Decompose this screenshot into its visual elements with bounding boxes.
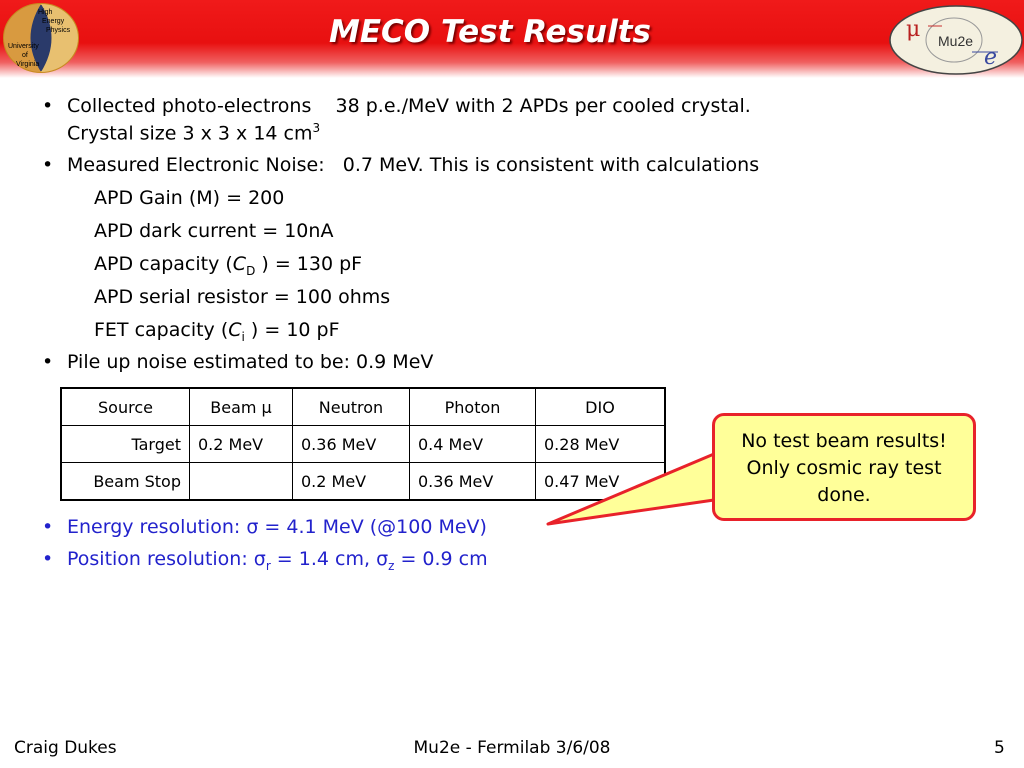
svg-text:Virginia: Virginia [16,61,40,68]
table-cell: Beam Stop [61,463,190,501]
photo-electrons-line [67,95,751,117]
table-cell [190,463,293,501]
callout-pointer [540,440,740,530]
table-header-cell: Photon [410,388,536,426]
svg-text:Energy: Energy [42,18,65,25]
noise-label: Measured Electronic Noise: [67,154,325,176]
table-cell: 0.4 MeV [410,426,536,463]
apd-capacity: APD capacity ($C_D$ ) = 130 pF [94,253,363,278]
photo-electrons-label: Collected photo-electrons [67,95,312,117]
pileup-line: Pile up noise estimated to be: 0.9 MeV [67,351,434,373]
crystal-size-sup: 3 [312,121,321,135]
svg-text:μ: μ [906,17,921,42]
apd-gain: APD Gain (M) = 200 [94,187,285,209]
table-cell: 0.2 MeV [190,426,293,463]
bullet-dot: • [42,548,54,570]
footer-event: Mu2e - Fermilab 3/6/08 [413,738,611,758]
table-header-cell: Neutron [293,388,410,426]
noise-line [67,154,759,176]
bullet-dot: • [42,95,54,117]
crystal-size-text: Crystal size 3 x 3 x 14 cm [67,122,313,145]
table-header-cell: Beam μ [190,388,293,426]
table-header-cell: DIO [536,388,666,426]
svg-text:University: University [8,43,39,50]
page-number: 5 [994,738,1005,758]
apd-serial-resistor: APD serial resistor = 100 ohms [94,286,391,308]
svg-text:Physics: Physics [46,27,71,34]
crystal-size-line [67,121,320,144]
svg-text:Mu2e: Mu2e [938,33,974,49]
fet-capacity: FET capacity ($C_i$ ) = 10 pF [94,319,340,344]
noise-value: 0.7 MeV. This is consistent with calculations [342,154,760,176]
table-cell: Target [61,426,190,463]
table-header-cell: Source [61,388,190,426]
apd-dark-current: APD dark current = 10nA [94,220,334,242]
svg-text:High: High [38,9,53,16]
position-resolution: Position resolution: $\sigma_r = 1.4$ cm, $\sigma_z = 0.9$ cm [67,548,488,573]
callout-line: done. [817,484,871,506]
photo-electrons-value: 38 p.e./MeV with 2 APDs per cooled crystal. [335,95,751,117]
svg-text:e: e [984,45,998,70]
table-cell: 0.36 MeV [410,463,536,501]
bullet-dot: • [42,516,54,538]
callout-box [712,413,976,521]
table-cell: 0.28 MeV [536,426,666,463]
bullet-dot: • [42,154,54,176]
bullet-dot: • [42,351,54,373]
table-header-row [61,388,665,426]
table-cell: 0.47 MeV [536,463,666,501]
table-cell: 0.2 MeV [293,463,410,501]
svg-text:of: of [22,52,28,59]
footer-author: Craig Dukes [14,738,117,758]
energy-resolution: Energy resolution: σ = 4.1 MeV (@100 MeV) [67,516,487,538]
slide-title: MECO Test Results [329,14,651,50]
table-cell: 0.36 MeV [293,426,410,463]
callout-line: No test beam results! [741,430,947,452]
callout-line: Only cosmic ray test [746,457,942,479]
